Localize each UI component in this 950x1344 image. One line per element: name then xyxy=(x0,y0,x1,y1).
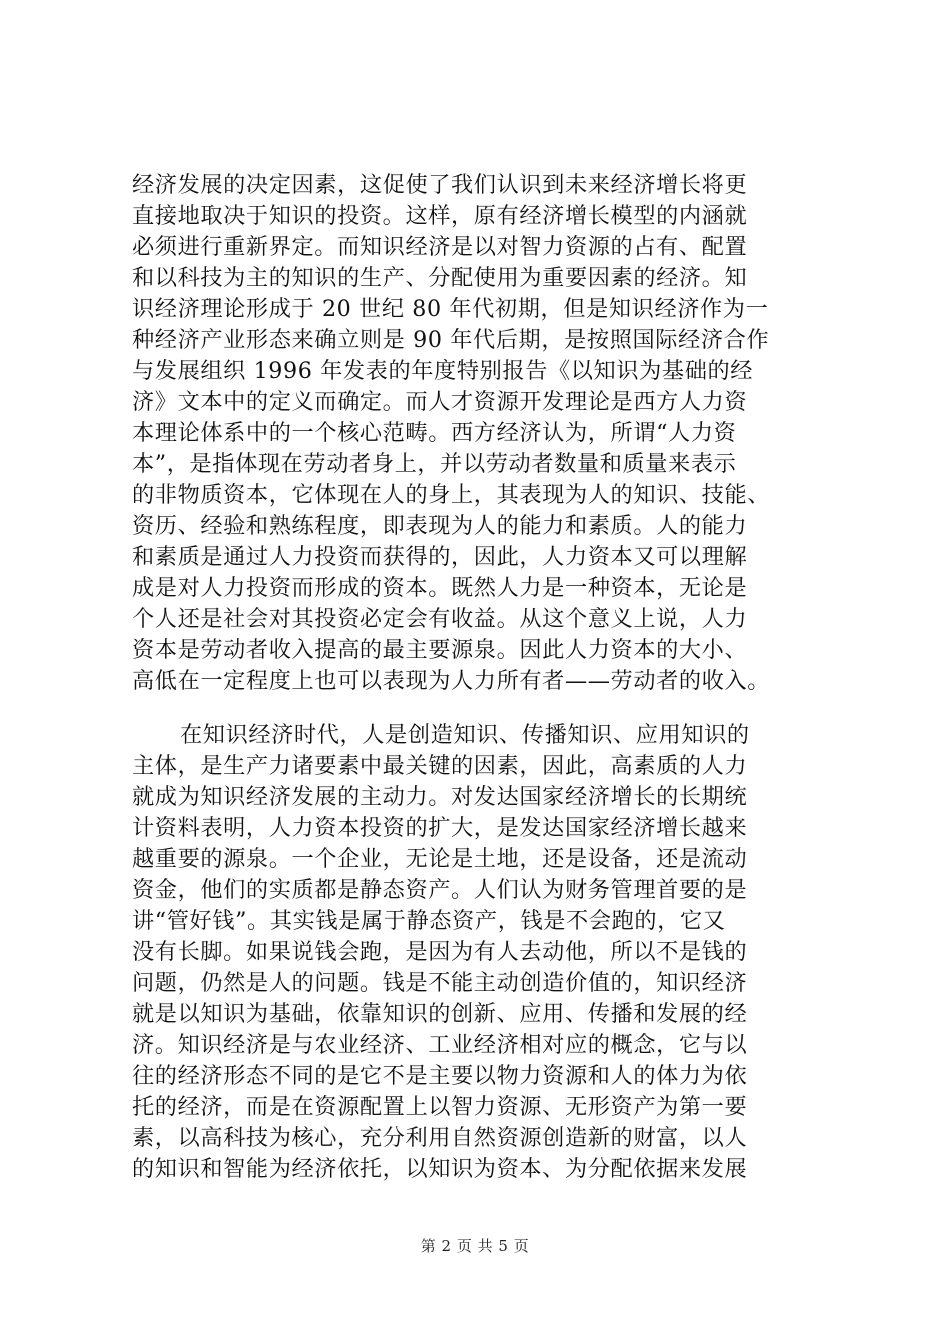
text-line: 与发展组织 1996 年发表的年度特别报告《以知识为基础的经 xyxy=(132,358,754,384)
text-line: 越重要的源泉。一个企业，无论是土地，还是设备，还是流动 xyxy=(132,846,748,872)
text-line: 主体，是生产力诸要素中最关键的因素，因此，高素质的人力 xyxy=(132,753,748,779)
text-line: 必须进行重新界定。而知识经济是以对智力资源的占有、配置 xyxy=(132,234,748,260)
text-line: 和以科技为主的知识的生产、分配使用为重要因素的经济。知 xyxy=(132,265,748,291)
page-footer: 第 2 页 共 5 页 xyxy=(420,1237,530,1255)
text-line: 经济发展的决定因素，这促使了我们认识到未来经济增长将更 xyxy=(132,172,748,198)
text-line: 讲“管好钱”。其实钱是属于静态资产，钱是不会跑的，它又 xyxy=(132,908,726,934)
text-line: 本理论体系中的一个核心范畴。西方经济认为，所谓“人力资 xyxy=(132,420,737,446)
text-line: 问题，仍然是人的问题。钱是不能主动创造价值的，知识经济 xyxy=(132,970,748,996)
text-line: 素，以高科技为核心，充分利用自然资源创造新的财富，以人 xyxy=(132,1125,748,1151)
text-line: 直接地取决于知识的投资。这样，原有经济增长模型的内涵就 xyxy=(132,203,748,229)
text-line: 的知识和智能为经济依托，以知识为资本、为分配依据来发展 xyxy=(132,1156,748,1182)
text-line: 往的经济形态不同的是它不是主要以物力资源和人的体力为依 xyxy=(132,1063,748,1089)
text-line: 和素质是通过人力投资而获得的，因此，人力资本又可以理解 xyxy=(132,544,748,570)
text-line: 本”，是指体现在劳动者身上，并以劳动者数量和质量来表示 xyxy=(132,451,737,477)
paragraph-2 xyxy=(132,720,852,1185)
text-line: 托的经济，而是在资源配置上以智力资源、无形资产为第一要 xyxy=(132,1094,748,1120)
paragraph-1 xyxy=(132,170,852,697)
text-line: 资金，他们的实质都是静态资产。人们认为财务管理首要的是 xyxy=(132,877,748,903)
text-line: 种经济产业形态来确立则是 90 年代后期，是按照国际经济合作 xyxy=(132,327,770,353)
text-line: 个人还是社会对其投资必定会有收益。从这个意义上说，人力 xyxy=(132,606,748,632)
text-line: 成是对人力投资而形成的资本。既然人力是一种资本，无论是 xyxy=(132,575,748,601)
text-line: 识经济理论形成于 20 世纪 80 年代初期，但是知识经济作为一 xyxy=(132,296,769,322)
text-line: 资历、经验和熟练程度，即表现为人的能力和素质。人的能力 xyxy=(132,513,748,539)
text-line: 济》文本中的定义而确定。而人才资源开发理论是西方人力资 xyxy=(132,389,748,415)
text-line-indented: 在知识经济时代，人是创造知识、传播知识、应用知识的 xyxy=(180,722,750,748)
text-line: 资本是劳动者收入提高的最主要源泉。因此人力资本的大小、 xyxy=(132,637,748,663)
text-line: 的非物质资本，它体现在人的身上，其表现为人的知识、技能、 xyxy=(132,482,771,508)
text-line: 计资料表明，人力资本投资的扩大，是发达国家经济增长越来 xyxy=(132,815,748,841)
text-line: 济。知识经济是与农业经济、工业经济相对应的概念，它与以 xyxy=(132,1032,748,1058)
text-line: 就成为知识经济发展的主动力。对发达国家经济增长的长期统 xyxy=(132,784,748,810)
text-line: 就是以知识为基础，依靠知识的创新、应用、传播和发展的经 xyxy=(132,1001,748,1027)
text-line: 高低在一定程度上也可以表现为人力所有者——劳动者的收入。 xyxy=(132,668,771,694)
text-line: 没有长脚。如果说钱会跑，是因为有人去动他，所以不是钱的 xyxy=(132,939,748,965)
